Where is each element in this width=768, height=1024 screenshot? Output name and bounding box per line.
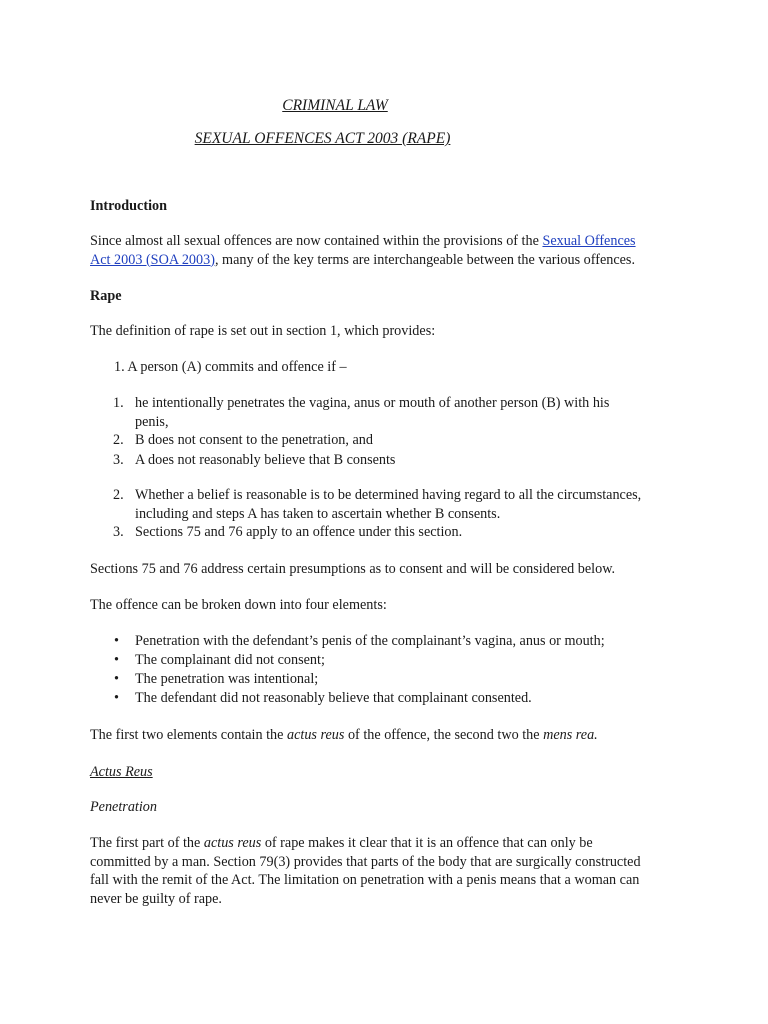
- penetration-line-3: fall with the remit of the Act. The limitation on penetration with a penis means that a woman can: [90, 872, 640, 888]
- list-item-text: The complainant did not consent;: [135, 652, 325, 668]
- list-item-text: A does not reasonably believe that B consents: [135, 452, 396, 468]
- list-item-text: Sections 75 and 76 apply to an offence under this section.: [135, 524, 463, 540]
- list-item-text: Penetration with the defendant’s penis of the complainant’s vagina, anus or mouth;: [135, 633, 605, 649]
- elements-summary-paragraph: [90, 726, 598, 745]
- subsections-list: [0, 486, 768, 546]
- list-item-text-continued: including and steps A has taken to ascertain whether B consents.: [135, 505, 501, 522]
- subsection-1: 1. A person (A) commits and offence if –: [114, 359, 347, 375]
- list-item-text: The defendant did not reasonably believe that complainant consented.: [135, 690, 532, 706]
- elements-list: [0, 632, 768, 712]
- introduction-paragraph: [90, 232, 690, 269]
- penetration-text-continued: of rape makes it clear that it is an offence that can only be: [261, 835, 593, 851]
- introduction-heading: Introduction: [90, 198, 167, 214]
- intro-text: Since almost all sexual offences are now contained within the provisions of the: [90, 233, 543, 249]
- summary-text-continued: of the offence, the second two the: [344, 727, 544, 743]
- elements-intro: The offence can be broken down into four elements:: [90, 597, 387, 613]
- bullet-icon: •: [114, 633, 119, 649]
- penetration-line-2: committed by a man. Section 79(3) provides that parts of the body that are surgically constructed: [90, 853, 641, 870]
- list-item-number: 2.: [113, 487, 124, 503]
- bullet-icon: •: [114, 690, 119, 706]
- rape-heading: Rape: [90, 288, 122, 304]
- title-sexual-offences-act: SEXUAL OFFENCES ACT 2003 (RAPE): [194, 130, 451, 147]
- list-item-text-continued: penis,: [135, 413, 169, 430]
- bullet-icon: •: [114, 671, 119, 687]
- penetration-paragraph: [90, 834, 690, 908]
- list-item-text: Whether a belief is reasonable is to be determined having regard to all the circumstances,: [135, 487, 642, 503]
- list-item-number: 2.: [113, 432, 124, 448]
- conditions-list: [0, 394, 768, 474]
- list-item-number: 3.: [113, 524, 124, 540]
- list-item-text: he intentionally penetrates the vagina, anus or mouth of another person (B) with his: [135, 395, 610, 411]
- actus-reus-term: actus reus: [203, 835, 262, 851]
- penetration-heading: Penetration: [90, 799, 157, 815]
- list-item-text: B does not consent to the penetration, and: [135, 432, 373, 448]
- presumptions-paragraph: Sections 75 and 76 address certain presumptions as to consent and will be considered below.: [90, 561, 616, 577]
- penetration-line-4: never be guilty of rape.: [90, 890, 222, 907]
- soa-2003-link-continued[interactable]: Act 2003 (SOA 2003): [90, 251, 215, 268]
- summary-text: The first two elements contain the: [90, 727, 287, 743]
- soa-2003-link[interactable]: Sexual Offences: [542, 233, 636, 249]
- rape-definition-intro: The definition of rape is set out in section 1, which provides:: [90, 323, 436, 339]
- title-criminal-law: CRIMINAL LAW: [282, 97, 388, 114]
- intro-text-continued: , many of the key terms are interchangeable between the various offences.: [214, 251, 635, 268]
- bullet-icon: •: [114, 652, 119, 668]
- actus-reus-term: actus reus: [287, 727, 345, 743]
- penetration-text: The first part of the: [90, 835, 204, 851]
- list-item-number: 3.: [113, 452, 124, 468]
- list-item-number: 1.: [113, 395, 124, 411]
- mens-rea-term: mens rea.: [543, 727, 598, 743]
- list-item-text: The penetration was intentional;: [135, 671, 319, 687]
- actus-reus-heading: Actus Reus: [90, 764, 153, 780]
